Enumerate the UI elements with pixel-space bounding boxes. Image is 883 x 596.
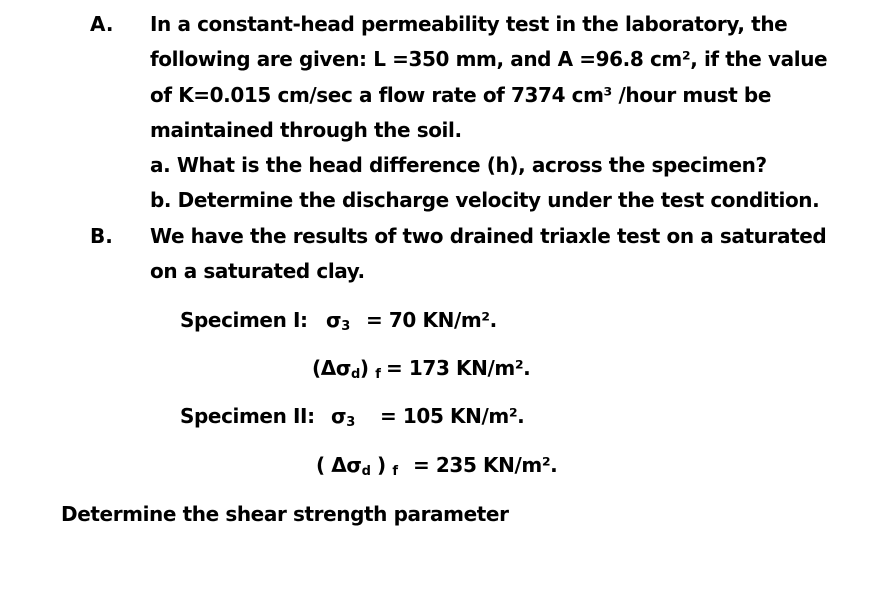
specimen-1-label: Specimen I:: [180, 308, 308, 332]
section-a-line-1: In a constant-head permeability test in the laboratory, the: [150, 12, 788, 36]
section-b-marker: B.: [90, 224, 113, 248]
specimen-2-sigma-value: = 105 KN/m².: [380, 404, 525, 428]
section-a-line-2: following are given: L =350 mm, and A =96.8 cm², if the value: [150, 47, 828, 71]
specimen-2-label: Specimen II:: [180, 404, 315, 428]
specimen-1-deviator-value: = 173 KN/m².: [386, 356, 531, 380]
section-a-marker: A.: [90, 12, 114, 36]
section-a-line-4: maintained through the soil.: [150, 118, 462, 142]
section-a-line-3: of K=0.015 cm/sec a flow rate of 7374 cm³ /hour must be: [150, 83, 771, 107]
question-b: b. Determine the discharge velocity under the test condition.: [150, 188, 820, 212]
specimen-2-deviator-value: = 235 KN/m².: [413, 453, 558, 477]
section-b-line-1: We have the results of two drained triaxle test on a saturated: [150, 224, 827, 248]
section-b-line-2: on a saturated clay.: [150, 259, 365, 283]
specimen-2-sigma: $\sigma_3$: [331, 404, 355, 430]
specimen-1-deviator: $(\Delta\sigma_d)$ $_f$: [312, 356, 381, 382]
closing-instruction: Determine the shear strength parameter: [61, 502, 509, 526]
specimen-1-sigma: $\sigma_3$: [326, 308, 350, 334]
specimen-2-deviator: ( $\Delta\sigma_d$ ) $_f$: [316, 453, 398, 479]
specimen-1-sigma-value: = 70 KN/m².: [366, 308, 497, 332]
question-a: a. What is the head difference (h), across the specimen?: [150, 153, 767, 177]
